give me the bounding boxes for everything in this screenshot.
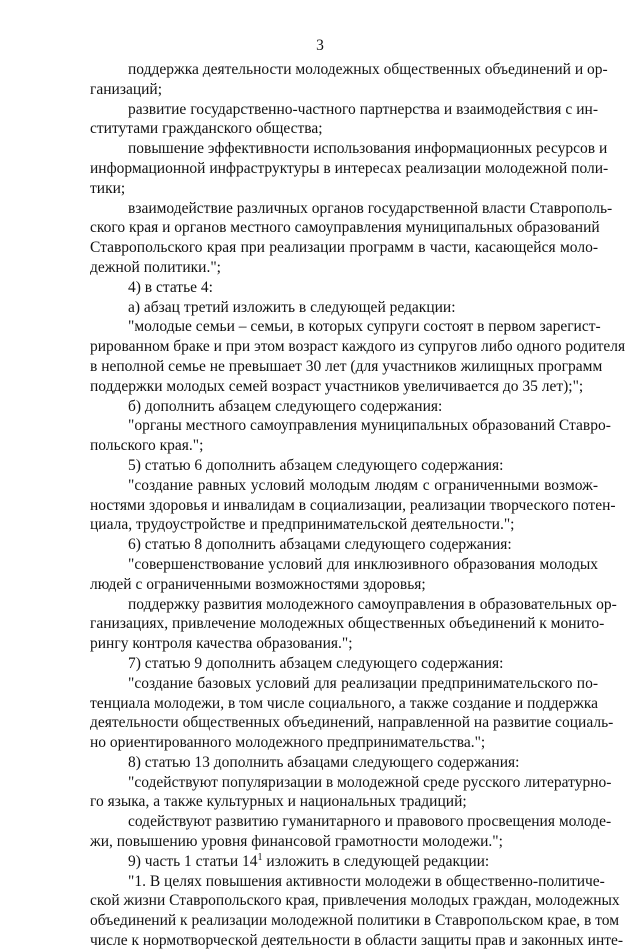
text-line: объединений к реализации молодежной политики в Ставропольском крае, в том bbox=[90, 912, 620, 930]
text-line: "создание равных условий молодым людям с ограниченными возмож- bbox=[128, 476, 598, 494]
text-line: ганизациях, привлечение молодежных общественных объединений к монито- bbox=[90, 615, 605, 633]
text-line: ского края и органов местного самоуправления муниципальных образований bbox=[90, 219, 600, 237]
text-line: содействуют развитию гуманитарного и правового просвещения молоде- bbox=[128, 813, 612, 831]
text-line: взаимодействие различных органов государственной власти Ставрополь- bbox=[128, 199, 613, 217]
text-line: ганизаций; bbox=[90, 80, 163, 98]
text-line: циала, трудоустройстве и предпринимательской деятельности."; bbox=[90, 516, 515, 534]
text-line: деятельности общественных объединений, направленной на развитие социаль- bbox=[90, 714, 614, 732]
text-line: тенциала молодежи, в том числе социального, а также создание и поддержка bbox=[90, 694, 598, 712]
text-line: но ориентированного молодежного предпринимательства."; bbox=[90, 734, 486, 752]
text-line: "органы местного самоуправления муниципальных образований Ставро- bbox=[128, 417, 611, 435]
text-line: б) дополнить абзацем следующего содержания: bbox=[128, 397, 443, 415]
text-line: дежной политики."; bbox=[90, 258, 221, 276]
text-line: "молодые семьи – семьи, в которых супруги состоят в первом зарегист- bbox=[128, 318, 601, 336]
text-line: рированном браке и при этом возраст каждого из супругов либо одного родителя bbox=[90, 338, 626, 356]
text-line: информационной инфраструктуры в интересах реализации молодежной поли- bbox=[90, 159, 609, 177]
text-line: повышение эффективности использования информационных ресурсов и bbox=[128, 140, 608, 158]
text-line: ститутами гражданского общества; bbox=[90, 120, 323, 138]
text-line: Ставропольского края при реализации программ в части, касающейся моло- bbox=[90, 239, 598, 257]
text-line: ностями здоровья и инвалидам в социализации, реализации творческого потен- bbox=[90, 496, 616, 514]
text-line: поддержка деятельности молодежных общественных объединений и ор- bbox=[128, 61, 608, 78]
text-line: го языка, а также культурных и национальных традиций; bbox=[90, 793, 467, 811]
text-line: развитие государственно-частного партнерства и взаимодействия с ин- bbox=[128, 100, 598, 118]
text-line: 5) статью 6 дополнить абзацем следующего содержания: bbox=[128, 456, 504, 474]
text-line: а) абзац третий изложить в следующей редакции: bbox=[128, 298, 456, 316]
text-line: тики; bbox=[90, 179, 126, 197]
text-line: 6) статью 8 дополнить абзацами следующего содержания: bbox=[128, 536, 512, 554]
text-line: 8) статью 13 дополнить абзацами следующего содержания: bbox=[128, 753, 520, 771]
text-line: числе к нормотворческой деятельности в области защиты прав и законных инте- bbox=[90, 932, 624, 950]
text-line: "1. В целях повышения активности молодежи в общественно-политиче- bbox=[128, 872, 605, 890]
text-line: людей с ограниченными возможностями здоровья; bbox=[90, 575, 426, 593]
text-line: "совершенствование условий для инклюзивного образования молодых bbox=[128, 555, 598, 573]
text-line: поддержку развития молодежного самоуправления в образовательных ор- bbox=[128, 595, 617, 613]
document-body bbox=[90, 60, 626, 951]
text-line: "содействуют популяризации в молодежной среде русского литературно- bbox=[128, 773, 612, 791]
text-line: ской жизни Ставропольского края, привлечения молодых граждан, молодежных bbox=[90, 892, 620, 910]
text-line: 4) в статье 4: bbox=[128, 278, 213, 296]
page-number: 3 bbox=[316, 37, 324, 54]
text-line: 9) часть 1 статьи $14^1$ изложить в следующей редакции: bbox=[128, 851, 490, 870]
text-line: "создание базовых условий для реализации предпринимательского по- bbox=[128, 674, 598, 692]
text-line: в неполной семье не превышает 30 лет (для участников жилищных программ bbox=[90, 357, 603, 375]
text-line: поддержки молодых семей возраст участников увеличивается до 35 лет);"; bbox=[90, 377, 584, 395]
text-line: жи, повышению уровня финансовой грамотности молодежи."; bbox=[90, 833, 503, 851]
superscript: 1 bbox=[257, 851, 263, 863]
text-line: 7) статью 9 дополнить абзацем следующего содержания: bbox=[128, 654, 504, 672]
text-line: рингу контроля качества образования."; bbox=[90, 635, 353, 653]
text-line: польского края."; bbox=[90, 437, 204, 455]
